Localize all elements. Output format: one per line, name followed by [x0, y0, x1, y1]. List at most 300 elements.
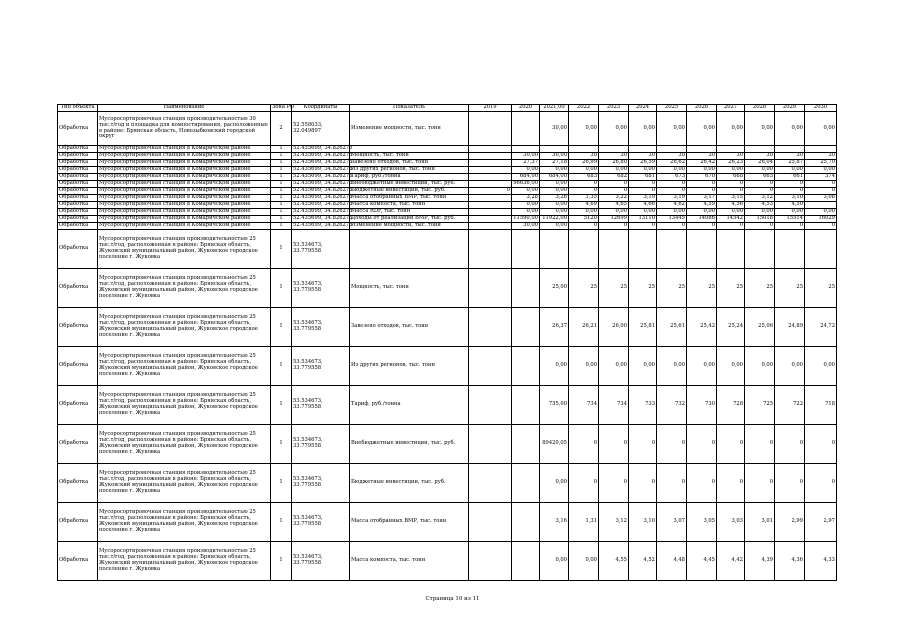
- table-cell: [350, 230, 469, 269]
- table-cell: 26,42: [687, 160, 717, 167]
- table-cell: 0: [657, 181, 687, 188]
- table-cell: 25: [745, 269, 775, 308]
- table-cell: 0: [657, 464, 687, 503]
- table-cell: Тариф, руб./тонна: [350, 174, 469, 181]
- table-cell: [775, 230, 805, 269]
- table-cell: 1: [271, 464, 292, 503]
- table-cell: Изменение мощности, тыс. тонн: [350, 223, 469, 230]
- table-row: [58, 269, 837, 308]
- table-cell: 1: [271, 386, 292, 425]
- table-cell: 25: [805, 269, 837, 308]
- table-cell: Мусоросортировочная станция производительностью 25 тыс.т/год, расположенная в районе: Брянская область, Жуковский муниципальный район, Жуковское городское поселение г. Жуковка: [98, 308, 271, 347]
- table-cell: Обработка: [58, 195, 98, 202]
- table-cell: 89420,05: [540, 425, 569, 464]
- table-row: [58, 347, 837, 386]
- table-cell: Бюджетные инвестиции, тыс. руб.: [350, 464, 469, 503]
- table-cell: 52.435699, 34.826276: [293, 222, 353, 229]
- table-cell: 0,00: [805, 347, 837, 386]
- table-row: [58, 308, 837, 347]
- table-cell: Обработка: [58, 269, 98, 308]
- table-cell: 30: [599, 153, 629, 160]
- table-cell: 26,21: [569, 308, 599, 347]
- table-cell: 52.558033, 32.049897: [292, 112, 350, 146]
- table-cell: 25: [687, 269, 717, 308]
- table-cell: 0,00: [512, 209, 540, 216]
- table-cell: 24,72: [805, 308, 837, 347]
- table-cell: 730: [687, 386, 717, 425]
- table-cell: Мощность, тыс. тонн: [350, 269, 469, 308]
- table-cell: 0: [775, 188, 805, 195]
- table-cell: 3,19: [629, 195, 657, 202]
- table-cell: 53.534673, 33.779558: [292, 425, 350, 464]
- table-cell: 30,00: [540, 112, 569, 146]
- table-cell: 0: [745, 188, 775, 195]
- table-cell: 1,35: [569, 195, 599, 202]
- table-cell: [469, 542, 512, 581]
- table-cell: 0: [629, 223, 657, 230]
- table-cell: 52.435699, 34.826276: [293, 152, 353, 159]
- table-cell: 0,00: [540, 188, 569, 195]
- table-cell: 30: [569, 153, 599, 160]
- table-cell: [512, 425, 540, 464]
- table-cell: 1: [271, 308, 292, 347]
- table-cell: 0,00: [717, 112, 745, 146]
- table-cell: 0,00: [805, 167, 837, 174]
- table-cell: Мусоросортировочная станция производительностью 25 тыс.т/год, расположенная в районе: Брянская область, Жуковский муниципальный район, Жуковское городское поселение г. Жуковка: [98, 386, 271, 425]
- table-cell: 0: [657, 223, 687, 230]
- table-cell: 4,42: [717, 542, 745, 581]
- table-cell: [469, 230, 512, 269]
- table-cell: 0,00: [745, 167, 775, 174]
- table-cell: 25: [599, 269, 629, 308]
- table-cell: 4,45: [687, 542, 717, 581]
- table-cell: Мусоросортировочная станция в Комаричском районе: [98, 195, 271, 202]
- table-cell: 4,66: [629, 202, 657, 209]
- table-cell: [469, 503, 512, 542]
- table-cell: 26,80: [599, 160, 629, 167]
- table-cell: [469, 425, 512, 464]
- table-cell: 1: [271, 167, 292, 174]
- table-cell: 661: [775, 174, 805, 181]
- table-cell: 0: [569, 425, 599, 464]
- table-cell: 3,07: [657, 503, 687, 542]
- table-cell: Мусоросортировочная станция в Комаричском районе: [98, 153, 271, 160]
- table-cell: Обработка: [58, 202, 98, 209]
- table-cell: 53.534673, 33.779558: [292, 347, 350, 386]
- table-cell: 3,26: [540, 195, 569, 202]
- table-cell: Завезено отходов, тыс. тонн: [350, 308, 469, 347]
- table-cell: [512, 308, 540, 347]
- table-cell: 0,00: [569, 347, 599, 386]
- table-cell: [599, 230, 629, 269]
- table-cell: Обработка: [58, 160, 98, 167]
- column-header: Показатель: [350, 105, 469, 112]
- table-cell: 0: [717, 464, 745, 503]
- table-cell: 718: [805, 386, 837, 425]
- table-cell: 96636,00: [513, 180, 538, 187]
- table-cell: 26,23: [717, 160, 745, 167]
- table-cell: 13110: [629, 216, 657, 223]
- table-cell: 0,00: [775, 112, 805, 146]
- table-cell: [512, 542, 540, 581]
- table-cell: 1: [271, 223, 292, 230]
- table-cell: [512, 464, 540, 503]
- table-cell: 0,00: [540, 181, 569, 188]
- table-cell: 1: [271, 542, 292, 581]
- table-cell: Мусоросортировочная станция производительностью 25 тыс.т/год, расположенная в районе: Брянская область, Жуковский муниципальный район, Жуковское городское поселение г. Жуковка: [98, 230, 271, 269]
- table-cell: 4,36: [775, 542, 805, 581]
- table-cell: 1: [271, 209, 292, 216]
- table-cell: 1: [271, 160, 292, 167]
- table-cell: 25,70: [805, 160, 837, 167]
- table-cell: 52.435699, 34.826276: [293, 180, 353, 187]
- table-cell: Мусоросортировочная станция в Комаричском районе: [98, 181, 271, 188]
- table-cell: 25,00: [540, 269, 569, 308]
- table-cell: 733: [629, 386, 657, 425]
- table-cell: 30: [657, 153, 687, 160]
- table-cell: 0,00: [599, 112, 629, 146]
- column-header: 2019: [469, 105, 512, 112]
- table-cell: 0: [775, 223, 805, 230]
- table-row: [58, 223, 837, 230]
- table-cell: 0,00: [775, 347, 805, 386]
- table-cell: 0,00: [805, 112, 837, 146]
- table-cell: 2,97: [805, 503, 837, 542]
- table-cell: 0: [629, 188, 657, 195]
- table-cell: 0: [717, 188, 745, 195]
- table-cell: [717, 230, 745, 269]
- table-cell: 0: [569, 464, 599, 503]
- table-cell: Мощность, тыс. тонн: [350, 153, 469, 160]
- table-cell: Масса RDF, тыс. тонн: [350, 209, 469, 216]
- table-cell: 3,03: [717, 503, 745, 542]
- table-cell: 27,18: [540, 160, 569, 167]
- data-table: [57, 104, 837, 581]
- table-cell: Мусоросортировочная станция производительностью 25 тыс.т/год, расположенная в районе: Брянская область, Жуковский муниципальный район, Жуковское городское поселение г. Жуковка: [98, 464, 271, 503]
- table-cell: 0,00: [629, 112, 657, 146]
- column-header: 2028: [745, 105, 775, 112]
- table-cell: 30: [775, 153, 805, 160]
- table-cell: 665: [745, 174, 775, 181]
- table-cell: Мусоросортировочная станция в Комаричском районе: [98, 167, 271, 174]
- table-cell: 1: [271, 216, 292, 223]
- table-cell: [512, 503, 540, 542]
- table-cell: 3,12: [745, 195, 775, 202]
- column-header: 2022: [569, 105, 599, 112]
- table-cell: 4,59: [687, 202, 717, 209]
- table-cell: 0,00: [629, 209, 657, 216]
- table-cell: 52.435699, 34.826276: [293, 187, 353, 194]
- table-cell: 25: [717, 269, 745, 308]
- table-cell: 25: [775, 269, 805, 308]
- table-row: [58, 112, 837, 146]
- table-cell: 30,00: [512, 223, 540, 230]
- table-cell: Масса компоста, тыс. тонн: [350, 542, 469, 581]
- table-cell: 53.534673, 33.779558: [292, 386, 350, 425]
- table-cell: 26,00: [599, 308, 629, 347]
- table-cell: 3,22: [599, 195, 629, 202]
- table-cell: [469, 160, 512, 167]
- table-cell: Доходы от реализации ВМР, тыс. руб.: [350, 216, 469, 223]
- table-cell: Мусоросортировочная станция в Комаричском районе: [98, 188, 271, 195]
- table-cell: Обработка: [58, 216, 98, 223]
- table-cell: Обработка: [58, 464, 98, 503]
- table-cell: 26,04: [745, 160, 775, 167]
- table-cell: [469, 146, 512, 153]
- table-cell: [469, 174, 512, 181]
- table-cell: [469, 347, 512, 386]
- table-cell: 1: [271, 146, 292, 153]
- table-cell: 3,05: [687, 503, 717, 542]
- table-cell: 0,00: [512, 202, 540, 209]
- table-cell: 0,00: [512, 188, 540, 195]
- table-cell: 1: [271, 230, 292, 269]
- table-cell: Тариф, руб./тонна: [350, 386, 469, 425]
- table-row: [58, 386, 837, 425]
- table-cell: [469, 216, 512, 223]
- table-cell: [657, 230, 687, 269]
- table-cell: Мусоросортировочная станция производительностью 25 тыс.т/год, расположенная в районе: Брянская область, Жуковский муниципальный район, Жуковское городское поселение г. Жуковка: [98, 503, 271, 542]
- table-cell: 15018: [745, 216, 775, 223]
- table-cell: 2: [271, 112, 292, 146]
- table-cell: 0,00: [540, 167, 569, 174]
- table-cell: 25,06: [745, 308, 775, 347]
- table-cell: 0,00: [629, 347, 657, 386]
- table-cell: Обработка: [58, 146, 98, 153]
- column-header: 2025: [657, 105, 687, 112]
- table-cell: [469, 112, 512, 146]
- table-cell: 0: [687, 181, 717, 188]
- table-cell: 52.435699, 34.826276: [293, 173, 353, 180]
- table-cell: 732: [657, 386, 687, 425]
- table-cell: 30: [745, 153, 775, 160]
- table-cell: 30: [717, 153, 745, 160]
- table-cell: 25,42: [687, 308, 717, 347]
- table-cell: Мусоросортировочная станция производительностью 25 тыс.т/год, расположенная в районе: Брянская область, Жуковский муниципальный район, Жуковское городское поселение г. Жуковка: [98, 425, 271, 464]
- table-cell: 25,24: [717, 308, 745, 347]
- table-cell: Мусоросортировочная станция в Комаричском районе: [98, 174, 271, 181]
- table-cell: 15514: [775, 216, 805, 223]
- table-cell: [469, 202, 512, 209]
- table-cell: [469, 308, 512, 347]
- table-cell: 1: [271, 188, 292, 195]
- table-cell: 4,50: [775, 202, 805, 209]
- table-cell: Из других регионов, тыс. тонн: [350, 167, 469, 174]
- table-cell: Масса отобранных ВМР, тыс. тонн: [350, 195, 469, 202]
- table-cell: 26,62: [657, 160, 687, 167]
- table-cell: 3,08: [805, 195, 837, 202]
- table-cell: 52.435699, 34.826276: [293, 201, 353, 208]
- table-cell: 1: [271, 195, 292, 202]
- table-cell: 0: [569, 223, 599, 230]
- table-cell: Завезено отходов, тыс. тонн: [350, 160, 469, 167]
- table-cell: 0: [599, 425, 629, 464]
- table-cell: 1: [271, 202, 292, 209]
- table-cell: 725: [745, 386, 775, 425]
- table-cell: 0,00: [717, 167, 745, 174]
- table-cell: 4,52: [629, 542, 657, 581]
- table-cell: 0: [717, 425, 745, 464]
- table-cell: Бюджетные инвестиции, тыс. руб.: [350, 188, 469, 195]
- table-cell: 0,00: [687, 347, 717, 386]
- table-cell: 3,12: [599, 503, 629, 542]
- table-cell: [629, 230, 657, 269]
- table-cell: 11922,00: [540, 216, 569, 223]
- table-header: [58, 105, 837, 112]
- table-cell: 4,62: [657, 202, 687, 209]
- table-cell: 0: [599, 464, 629, 503]
- table-row: [58, 230, 837, 269]
- table-cell: Обработка: [58, 188, 98, 195]
- table-cell: 0,00: [569, 167, 599, 174]
- table-cell: 0: [569, 188, 599, 195]
- table-cell: Мусоросортировочная станция производительностью 25 тыс.т/год, расположенная в районе: Брянская область, Жуковский муниципальный район, Жуковское городское поселение г. Жуковка: [98, 542, 271, 581]
- table-cell: 3,01: [745, 503, 775, 542]
- table-cell: Мусоросортировочная станция в Комаричском районе: [98, 223, 271, 230]
- table-cell: Масса отобранных ВМР, тыс. тонн: [350, 503, 469, 542]
- table-cell: 0,00: [599, 167, 629, 174]
- table-cell: [469, 195, 512, 202]
- table-cell: 5120: [569, 216, 599, 223]
- table-cell: 0: [687, 425, 717, 464]
- table-cell: 0: [805, 188, 837, 195]
- column-header: 2030: [805, 105, 837, 112]
- table-cell: 0,00: [805, 209, 837, 216]
- table-cell: 52.435699, 34.826276: [293, 194, 353, 201]
- table-cell: 53.534673, 33.779558: [292, 464, 350, 503]
- table-cell: 0,00: [687, 167, 717, 174]
- table-cell: 52.435699, 34.826276: [293, 208, 353, 215]
- table-cell: 53.534673, 33.779558: [292, 542, 350, 581]
- table-cell: 4,39: [745, 542, 775, 581]
- table-cell: 0: [745, 181, 775, 188]
- table-cell: 11590,00: [513, 215, 538, 222]
- table-cell: 3,16: [540, 503, 569, 542]
- table-cell: 25,61: [657, 308, 687, 347]
- table-cell: Внебюджетные инвестиции, тыс. руб.: [350, 425, 469, 464]
- table-cell: Обработка: [58, 308, 98, 347]
- table-cell: 1: [271, 347, 292, 386]
- table-cell: [687, 230, 717, 269]
- table-cell: 0: [687, 223, 717, 230]
- column-header: Тип объекта: [58, 105, 98, 112]
- table-cell: Обработка: [58, 503, 98, 542]
- table-cell: 53.534673, 33.779558: [292, 269, 350, 308]
- table-cell: Обработка: [58, 542, 98, 581]
- table-cell: 0,00: [657, 167, 687, 174]
- table-cell: 0: [599, 188, 629, 195]
- table-cell: 0,00: [540, 209, 569, 216]
- table-cell: 13445: [657, 216, 687, 223]
- table-cell: 0: [805, 223, 837, 230]
- table-cell: Обработка: [58, 167, 98, 174]
- table-cell: 0: [629, 181, 657, 188]
- table-cell: 30,00: [512, 153, 540, 160]
- table-cell: [469, 269, 512, 308]
- table-cell: Из других регионов, тыс. тонн: [350, 347, 469, 386]
- table-cell: 52.435699, 34.826276: [293, 145, 353, 152]
- table-cell: [469, 386, 512, 425]
- table-cell: 3,15: [717, 195, 745, 202]
- table-cell: [512, 112, 540, 146]
- table-cell: 1: [271, 181, 292, 188]
- column-header: 2027: [717, 105, 745, 112]
- table-cell: Мусоросортировочная станция в Комаричском районе: [98, 209, 271, 216]
- table-cell: 3,10: [775, 195, 805, 202]
- column-header: 2023: [599, 105, 629, 112]
- table-cell: 0: [569, 181, 599, 188]
- table-cell: 0,00: [569, 542, 599, 581]
- table-cell: 0: [599, 223, 629, 230]
- table-cell: 53.534673, 33.779558: [292, 308, 350, 347]
- table-cell: [469, 464, 512, 503]
- table-cell: 12699: [599, 216, 629, 223]
- table-cell: 0,00: [569, 209, 599, 216]
- table-cell: 25,87: [775, 160, 805, 167]
- table-cell: Обработка: [58, 347, 98, 386]
- table-cell: 14086: [687, 216, 717, 223]
- table-cell: 0: [745, 464, 775, 503]
- table-cell: Мусоросортировочная станция в Комаричском районе: [98, 146, 271, 153]
- table-cell: [512, 386, 540, 425]
- column-header: Зона РО: [272, 104, 295, 111]
- table-cell: Обработка: [58, 174, 98, 181]
- column-header: 2029: [775, 105, 805, 112]
- table-cell: 0,00: [540, 542, 569, 581]
- table-cell: 52.435699, 34.826276: [293, 215, 353, 222]
- table-cell: Обработка: [58, 230, 98, 269]
- table-cell: 670: [687, 174, 717, 181]
- table-cell: 0: [775, 181, 805, 188]
- table-cell: 0,00: [512, 167, 540, 174]
- table-cell: 4,69: [569, 202, 599, 209]
- table-cell: 3,10: [629, 503, 657, 542]
- table-cell: 0,00: [540, 347, 569, 386]
- table-cell: 0,00: [657, 347, 687, 386]
- table-cell: Внебюджетные инвестиции, тыс. руб.: [350, 181, 469, 188]
- table-cell: 684,00: [540, 174, 569, 181]
- table-cell: 0,00: [599, 347, 629, 386]
- table-cell: 0,00: [540, 202, 569, 209]
- table-cell: 0,00: [717, 209, 745, 216]
- table-cell: 0: [745, 425, 775, 464]
- table-cell: 16029: [805, 216, 837, 223]
- table-cell: [512, 230, 540, 269]
- table-cell: 3,17: [687, 195, 717, 202]
- table-cell: 53.534673, 33.779558: [292, 503, 350, 542]
- table-cell: [469, 167, 512, 174]
- table-cell: [512, 269, 540, 308]
- page-number: Страница 10 из 11: [425, 596, 480, 602]
- table-cell: 728: [717, 386, 745, 425]
- table-cell: 4,48: [657, 542, 687, 581]
- table-cell: 0,00: [629, 167, 657, 174]
- table-cell: Масса компоста, тыс. тонн: [350, 202, 469, 209]
- table-cell: 0,00: [540, 464, 569, 503]
- column-header: 2024: [629, 105, 657, 112]
- table-cell: Обработка: [58, 386, 98, 425]
- table-cell: 684,00: [512, 174, 540, 181]
- table-cell: Мусоросортировочная станция производительностью 25 тыс.т/год, расположенная в районе: Брянская область, Жуковский муниципальный район, Жуковское городское поселение г. Жуковка: [98, 269, 271, 308]
- table-cell: 30,00: [540, 153, 569, 160]
- table-cell: 0: [717, 181, 745, 188]
- table-cell: 14542: [717, 216, 745, 223]
- table-cell: 683: [569, 174, 599, 181]
- table-row: [58, 425, 837, 464]
- table-cell: [469, 209, 512, 216]
- table-cell: 1: [271, 153, 292, 160]
- table-cell: [469, 181, 512, 188]
